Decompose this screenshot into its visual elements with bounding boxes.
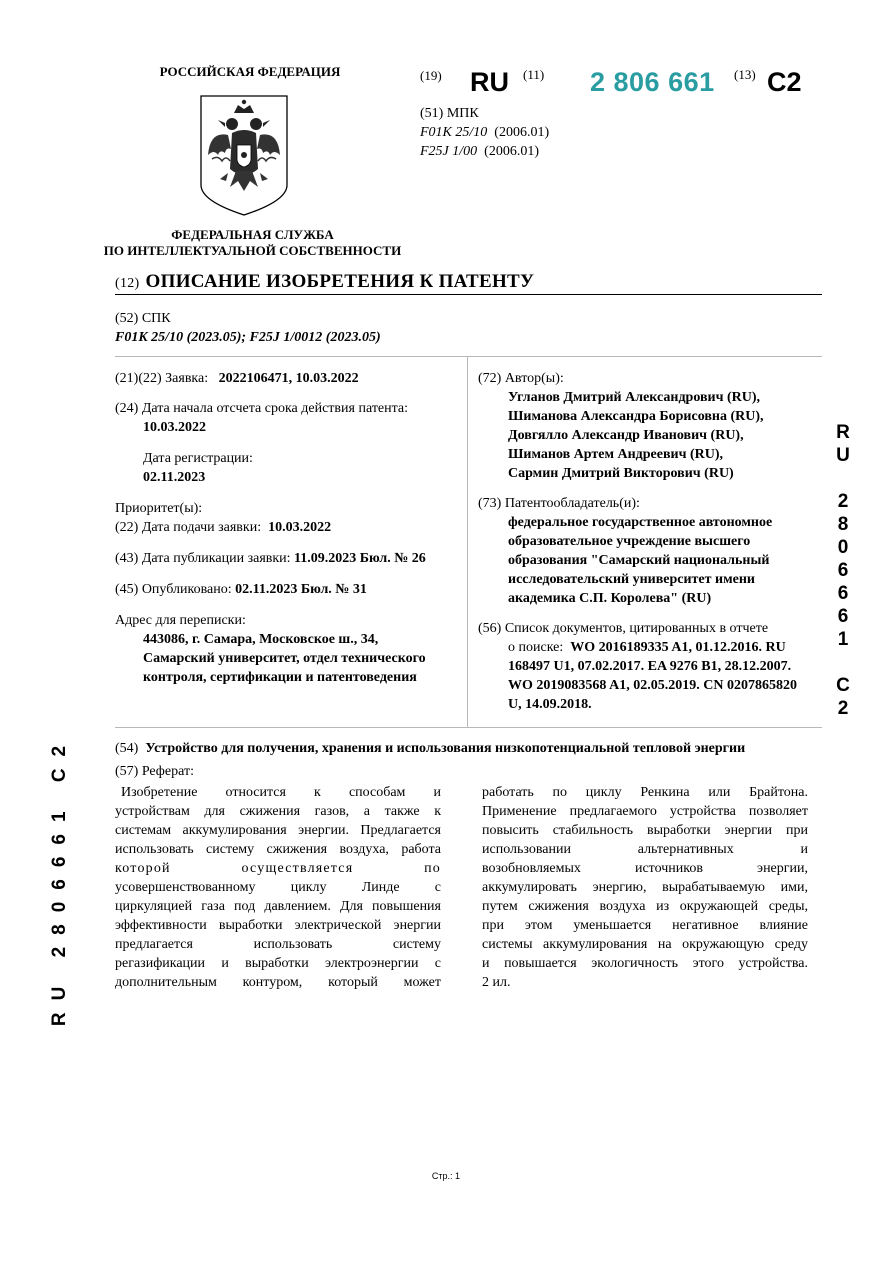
authors-label: (72) Автор(ы): xyxy=(478,371,564,386)
page-number: Стр.: 1 xyxy=(431,1171,461,1181)
abstract-line: использовании альтернативных и xyxy=(482,842,808,857)
bibliographic-left xyxy=(115,369,465,687)
holder-line: академика С.П. Королева" (RU) xyxy=(508,591,712,606)
abstract-label: (57) Реферат: xyxy=(115,764,194,779)
document-type xyxy=(115,271,534,293)
ipc-class: F25J 1/00 xyxy=(420,144,478,159)
author-entry: Шиманова Александра Борисовна (RU), xyxy=(508,409,764,424)
application-field xyxy=(115,369,465,388)
citation-line: U, 14.09.2018. xyxy=(508,697,592,712)
right-margin-doc-number xyxy=(831,421,855,720)
abstract-column-1 xyxy=(115,783,441,992)
coat-of-arms-emblem xyxy=(198,93,290,217)
side-char: 1 xyxy=(837,629,849,650)
cpc-block xyxy=(115,309,381,347)
kind-code: C2 xyxy=(767,67,802,97)
country-title: РОССИЙСКАЯ ФЕДЕРАЦИЯ xyxy=(159,64,341,79)
abstract-line: работать по циклу Ренкина или Брайтона. xyxy=(482,785,808,800)
filing-label: (22) Дата подачи заявки: xyxy=(115,520,262,535)
registration-value: 02.11.2023 xyxy=(143,470,206,485)
patent-number: 2 806 661 xyxy=(590,67,715,97)
bib-column-divider xyxy=(467,357,468,727)
abstract-line: повысить стабильность выработки энергии при xyxy=(482,823,808,838)
abstract-line: 2 ил. xyxy=(482,975,511,990)
side-char: 2 xyxy=(837,491,849,512)
abstract-line: и повышается экологичность этого устройства. xyxy=(482,956,808,971)
published-label: (45) Опубликовано: xyxy=(115,582,232,597)
abstract-line: предлагается использовать систему xyxy=(115,937,441,952)
application-value: 2022106471, 10.03.2022 xyxy=(218,371,359,386)
ipc-label: (51) МПК xyxy=(420,106,479,121)
abstract-line: путем сжижения воздуха из окружающей среды, xyxy=(482,899,808,914)
address-line: 443086, г. Самара, Московское ш., 34, xyxy=(143,632,379,647)
bib-bottom-rule xyxy=(115,727,822,728)
abstract-line: возобновляемых источников энергии, xyxy=(482,861,808,876)
holder-line: образовательное учреждение высшего xyxy=(508,534,751,549)
agency-line-2: ПО ИНТЕЛЛЕКТУАЛЬНОЙ СОБСТВЕННОСТИ xyxy=(103,243,402,258)
citation-line: 168497 U1, 07.02.2017. EA 9276 B1, 28.12.2007. xyxy=(508,659,792,674)
side-char: 6 xyxy=(837,583,849,604)
abstract-line: дополнительным контуром, который может xyxy=(115,975,441,990)
holder-line: исследовательский университет имени xyxy=(508,572,755,587)
term-start-value: 10.03.2022 xyxy=(143,420,206,435)
filing-field xyxy=(115,518,465,537)
abstract-line: регазификации и выработки электроэнергии с xyxy=(115,956,441,971)
app-pub-label: (43) Дата публикации заявки: xyxy=(115,551,291,566)
filing-value: 10.03.2022 xyxy=(268,520,332,535)
abstract-line: циркуляцией газа под давлением. Для повышения xyxy=(115,899,441,914)
left-margin-doc-number: RU 2806661 C2 xyxy=(49,733,70,1027)
citations-label: (56) Список документов, цитированных в отчете xyxy=(478,621,769,636)
inid-code-54: (54) xyxy=(115,741,139,756)
abstract-column-2 xyxy=(482,783,808,992)
address-line: Самарский университет, отдел технического xyxy=(143,651,426,666)
ipc-version: (2006.01) xyxy=(494,125,550,140)
inid-code-19: (19) xyxy=(420,68,442,83)
header-rule xyxy=(115,294,822,295)
abstract-line: использовать систему сжижения воздуха, работа xyxy=(115,842,441,857)
side-char: 6 xyxy=(837,606,849,627)
ipc-class: F01K 25/10 xyxy=(420,125,488,140)
ipc-version: (2006.01) xyxy=(484,144,539,159)
side-char: 2 xyxy=(837,698,849,719)
term-start-label: (24) Дата начала отсчета срока действия патента: xyxy=(115,401,409,416)
cpc-value: F01K 25/10 (2023.05); F25J 1/0012 (2023.05) xyxy=(115,330,381,345)
publication-field xyxy=(115,580,465,599)
author-entry: Сармин Дмитрий Викторович (RU) xyxy=(508,466,734,481)
inid-code-11: (11) xyxy=(523,67,545,82)
holder-line: федеральное государственное автономное xyxy=(508,515,773,530)
cpc-label: (52) СПК xyxy=(115,311,171,326)
bibliographic-right xyxy=(478,369,813,714)
abstract-line: эффективности выработки электрической энергии xyxy=(115,918,441,933)
abstract-line: Применение предлагаемого устройства позволяет xyxy=(482,804,808,819)
inid-code-13: (13) xyxy=(734,67,756,82)
published-value: 02.11.2023 Бюл. № 31 xyxy=(235,582,367,597)
citation-line: WO 2019083568 A1, 02.05.2019. CN 0207865820 xyxy=(508,678,797,693)
abstract-line: при этом уменьшается негативное влияние xyxy=(482,918,808,933)
address-line: контроля, сертификации и патентоведения xyxy=(143,670,417,685)
author-entry: Довгялло Александр Иванович (RU), xyxy=(508,428,744,443)
abstract-line: аккумулировать энергию, вырабатываемую ими, xyxy=(482,880,808,895)
citations-first-line xyxy=(478,638,813,657)
address-label: Адрес для переписки: xyxy=(115,613,246,628)
country-code: RU xyxy=(470,67,509,97)
side-char: U xyxy=(836,445,850,466)
registration-label: Дата регистрации: xyxy=(143,451,253,466)
author-entry: Шиманов Артем Андреевич (RU), xyxy=(508,447,724,462)
application-publication-field xyxy=(115,549,465,568)
ipc-entry xyxy=(420,123,549,142)
side-char: C xyxy=(836,675,850,696)
invention-title xyxy=(115,741,835,757)
application-label: (21)(22) Заявка: xyxy=(115,371,209,386)
citation-text: WO 2016189335 A1, 01.12.2016. RU xyxy=(570,640,786,655)
ipc-block xyxy=(420,104,549,161)
side-char: 8 xyxy=(837,514,849,535)
holder-label: (73) Патентообладатель(и): xyxy=(478,496,640,511)
side-char: R xyxy=(836,422,850,443)
app-pub-value: 11.09.2023 Бюл. № 26 xyxy=(294,551,426,566)
abstract-line: системам аккумулирования энергии. Предлагается xyxy=(115,823,441,838)
inid-code-12: (12) xyxy=(115,276,140,291)
abstract-line: Изобретение относится к способам и xyxy=(121,785,441,800)
author-entry: Угланов Дмитрий Александрович (RU), xyxy=(508,390,761,405)
abstract-line: усовершенствованному циклу Линде с xyxy=(115,880,441,895)
side-char: 0 xyxy=(837,537,849,558)
ipc-entry xyxy=(420,142,549,161)
document-type-title: ОПИСАНИЕ ИЗОБРЕТЕНИЯ К ПАТЕНТУ xyxy=(145,271,535,292)
side-char: 6 xyxy=(837,560,849,581)
agency-line-1: ФЕДЕРАЛЬНАЯ СЛУЖБА xyxy=(171,227,334,242)
priority-label: Приоритет(ы): xyxy=(115,501,203,516)
abstract-line: системы аккумулирования на окружающую среду xyxy=(482,937,808,952)
invention-title-text: Устройство для получения, хранения и использования низкопотенциальной тепловой энергии xyxy=(145,741,746,756)
bib-top-rule xyxy=(115,356,822,357)
abstract-line: которой осуществляется по xyxy=(115,861,441,876)
holder-line: образования "Самарский национальный xyxy=(508,553,770,568)
agency-name xyxy=(80,227,425,259)
citations-prefix: о поиске: xyxy=(508,640,564,655)
abstract-line: устройствам для сжижения газов, а также к xyxy=(115,804,441,819)
